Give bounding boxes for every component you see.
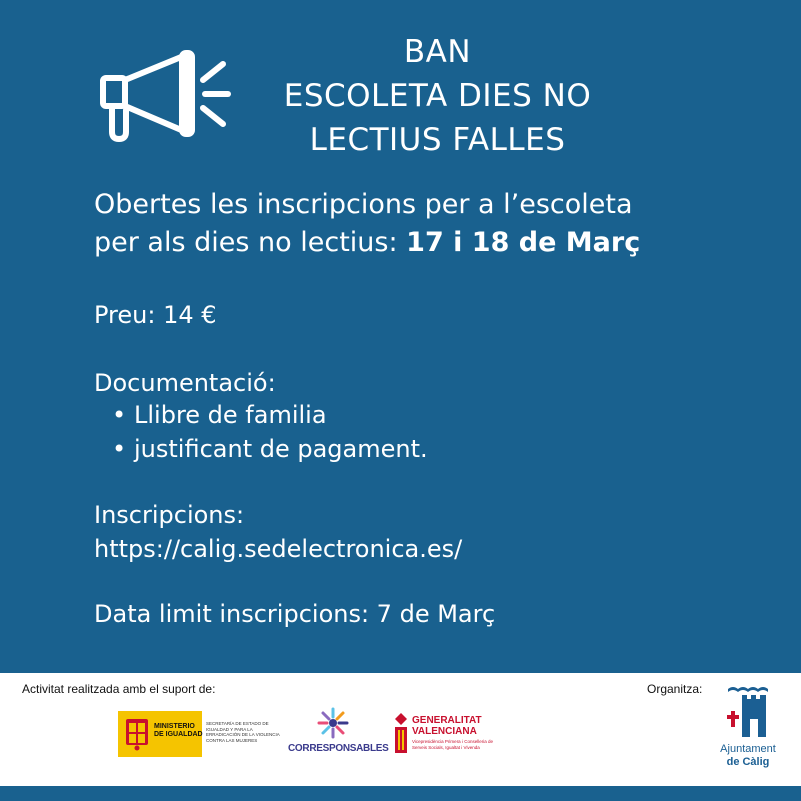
ajuntament-line-1: Ajuntament	[720, 743, 776, 755]
coat-of-arms-icon	[124, 717, 150, 751]
list-item	[94, 398, 428, 432]
ministerio-flag	[118, 711, 202, 757]
price-text: Preu: 14 €	[94, 301, 217, 329]
deadline-text: Data limit inscripcions: 7 de Març	[94, 600, 496, 628]
bullet-icon: •	[112, 435, 127, 463]
ministerio-name: MINISTERIO DE IGUALDAD	[154, 723, 203, 738]
title-line-2: ESCOLETA DIES NO	[283, 78, 592, 114]
generalitat-valenciana-logo	[392, 709, 492, 761]
generalitat-name: GENERALITAT VALENCIANA	[412, 715, 482, 737]
inscriptions-label: Inscripcions:	[94, 501, 245, 529]
support-label: Activitat realitzada amb el suport de:	[22, 682, 216, 696]
list-item-text: justificant de pagament.	[134, 435, 428, 463]
organizer-label: Organitza:	[647, 682, 703, 696]
corresponsables-logo	[288, 706, 389, 761]
corresponsables-text: CORRESPONSABLES	[288, 743, 389, 754]
documentation-label: Documentació:	[94, 369, 276, 397]
ajuntament-text	[708, 743, 788, 769]
ministerio-subtitle: SECRETARÍA DE ESTADO DE IGUALDAD Y PARA LA ERRADICACIÓN DE LA VIOLENCIA CONTRA LAS MUJERES	[206, 721, 280, 743]
intro-text	[94, 186, 640, 262]
intro-line-2-text: per als dies no lectius:	[94, 227, 407, 258]
bottom-strip	[0, 786, 801, 801]
title-line-1: BAN	[403, 34, 472, 70]
announcement-title	[245, 30, 630, 162]
intro-line-2	[94, 224, 640, 262]
ajuntament-calig-logo	[708, 685, 788, 775]
bullet-icon: •	[112, 401, 127, 429]
calig-emblem-icon	[708, 685, 788, 741]
ministerio-igualdad-logo	[118, 711, 278, 757]
list-item	[94, 432, 428, 466]
megaphone-icon	[98, 50, 233, 145]
inscriptions-url: https://calig.sedelectronica.es/	[94, 535, 463, 563]
ajuntament-line-2: de Càlig	[726, 756, 770, 768]
intro-dates: 17 i 18 de Març	[406, 227, 641, 258]
documentation-list	[94, 398, 428, 466]
title-line-3: LECTIUS FALLES	[309, 122, 566, 158]
list-item-text: Llibre de familia	[134, 401, 327, 429]
sponsors-footer	[0, 673, 801, 786]
corresponsables-emblem-icon	[288, 706, 378, 740]
generalitat-emblem-icon	[392, 711, 410, 757]
generalitat-subtitle: Vicepresidència Primera i Conselleria de Serveis Socials, Igualtat i Vivenda	[412, 739, 493, 750]
intro-line-1: Obertes les inscripcions per a l’escoleta	[94, 189, 633, 220]
